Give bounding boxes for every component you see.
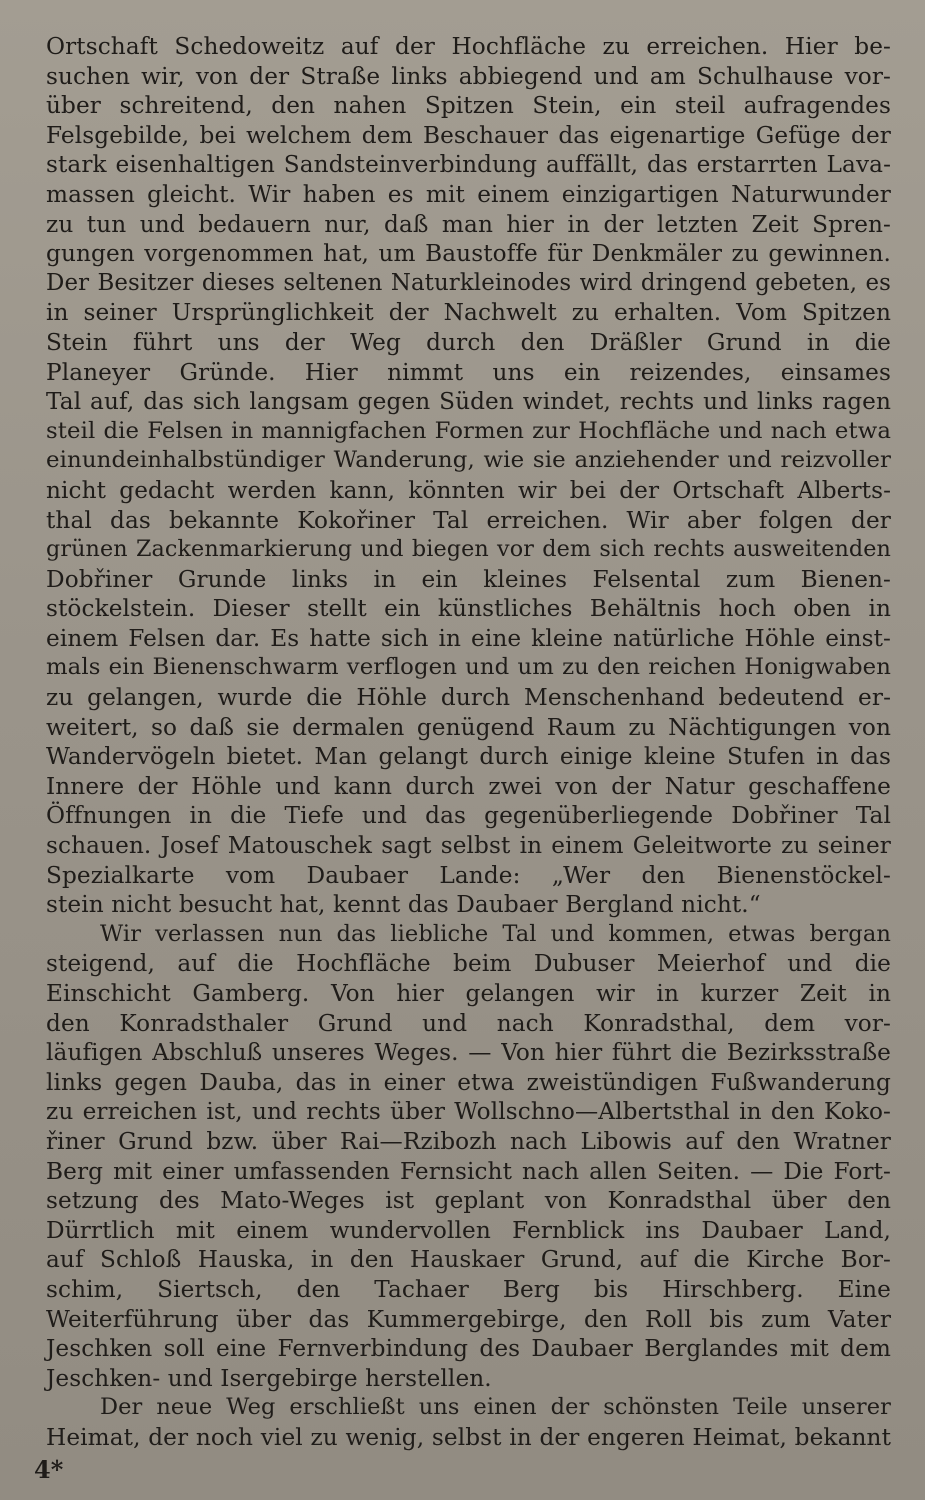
text-line: Der Besitzer dieses seltenen Naturkleinodes wird dringend gebeten, es bbox=[46, 269, 891, 296]
text-line: schauen. Josef Matouschek sagt selbst in einem Geleitworte zu seiner bbox=[46, 832, 891, 860]
text-line: Jeschken soll eine Fernverbindung des Daubaer Berglandes mit dem bbox=[46, 1335, 891, 1363]
text-line: Planeyer Gründe. Hier nimmt uns ein reizendes, einsames bbox=[46, 358, 891, 386]
text-line: stöckelstein. Dieser stellt ein künstliches Behältnis hoch oben in bbox=[46, 595, 891, 623]
text-line: Dobřiner Grunde links in ein kleines Felsental zum Bienen- bbox=[46, 565, 891, 593]
paragraph-2 bbox=[46, 920, 891, 1394]
text-line: Wandervögeln bietet. Man gelangt durch einige kleine Stufen in das bbox=[46, 743, 891, 771]
text-line: schim, Siertsch, den Tachaer Berg bis Hirschberg. Eine bbox=[46, 1275, 891, 1303]
text-line: einem Felsen dar. Es hatte sich in eine kleine natürliche Höhle einst- bbox=[46, 624, 891, 652]
text-line: links gegen Dauba, das in einer etwa zweistündigen Fußwanderung bbox=[46, 1068, 891, 1096]
text-line: den Konradsthaler Grund und nach Konradsthal, dem vor- bbox=[46, 1009, 891, 1037]
signature-mark: 4* bbox=[34, 1455, 64, 1484]
text-line: gungen vorgenommen hat, um Baustoffe für Denkmäler zu gewinnen. bbox=[46, 240, 891, 268]
text-line: setzung des Mato-Weges ist geplant von Konradsthal über den bbox=[46, 1187, 891, 1215]
text-line: nicht gedacht werden kann, könnten wir bei der Ortschaft Alberts- bbox=[46, 476, 891, 504]
text-line: massen gleicht. Wir haben es mit einem einzigartigen Naturwunder bbox=[46, 180, 891, 208]
text-line: grünen Zackenmarkierung und biegen vor dem sich rechts ausweitenden bbox=[46, 536, 891, 563]
text-line: Berg mit einer umfassenden Fernsicht nach allen Seiten. — Die Fort- bbox=[46, 1157, 891, 1185]
text-line: weitert, so daß sie dermalen genügend Raum zu Nächtigungen von bbox=[46, 713, 891, 741]
text-line: Innere der Höhle und kann durch zwei von der Natur geschaffene bbox=[46, 772, 891, 800]
text-line: Wir verlassen nun das liebliche Tal und kommen, etwas bergan bbox=[100, 920, 891, 947]
text-line: zu gelangen, wurde die Höhle durch Menschenhand bedeutend er- bbox=[46, 684, 891, 712]
page-text bbox=[46, 32, 891, 1453]
text-line: steil die Felsen in mannigfachen Formen zur Hochfläche und nach etwa bbox=[46, 417, 891, 444]
text-line: Tal auf, das sich langsam gegen Süden windet, rechts und links ragen bbox=[46, 388, 891, 416]
text-line: Heimat, der noch viel zu wenig, selbst in der engeren Heimat, bekannt bbox=[46, 1423, 891, 1451]
text-line: einundeinhalbstündiger Wanderung, wie sie anziehender und reizvoller bbox=[46, 447, 891, 474]
text-line: Spezialkarte vom Daubaer Lande: „Wer den Bienenstöckel- bbox=[46, 861, 891, 889]
text-line: mals ein Bienenschwarm verflogen und um zu den reichen Honigwaben bbox=[46, 654, 891, 681]
text-line: Ortschaft Schedoweitz auf der Hochfläche zu erreichen. Hier be- bbox=[46, 33, 891, 60]
text-line: suchen wir, von der Straße links abbiegend und am Schulhause vor- bbox=[46, 62, 891, 90]
text-line: in seiner Ursprünglichkeit der Nachwelt zu erhalten. Vom Spitzen bbox=[46, 299, 891, 327]
text-line: Der neue Weg erschließt uns einen der schönsten Teile unserer bbox=[100, 1394, 891, 1421]
text-line: stein nicht besucht hat, kennt das Daubaer Bergland nicht.“ bbox=[46, 891, 761, 919]
text-line: Felsgebilde, bei welchem dem Beschauer das eigenartige Gefüge der bbox=[46, 121, 891, 149]
text-line: Einschicht Gamberg. Von hier gelangen wir in kurzer Zeit in bbox=[46, 980, 891, 1007]
paragraph-3 bbox=[46, 1393, 891, 1452]
text-line: Stein führt uns der Weg durch den Dräßler Grund in die bbox=[46, 328, 891, 356]
text-line: über schreitend, den nahen Spitzen Stein, ein steil aufragendes bbox=[46, 92, 891, 120]
text-line: Jeschken- und Isergebirge herstellen. bbox=[46, 1364, 492, 1392]
text-line: stark eisenhaltigen Sandsteinverbindung auffällt, das erstarrten Lava- bbox=[46, 151, 891, 179]
text-line: Weiterführung über das Kummergebirge, den Roll bis zum Vater bbox=[46, 1305, 891, 1333]
text-line: zu erreichen ist, und rechts über Wollschno—Albertsthal in den Koko- bbox=[46, 1098, 891, 1126]
text-line: auf Schloß Hauska, in den Hauskaer Grund, auf die Kirche Bor- bbox=[46, 1246, 891, 1274]
text-line: steigend, auf die Hochfläche beim Dubuser Meierhof und die bbox=[46, 950, 891, 978]
paragraph-1 bbox=[46, 32, 891, 920]
text-line: zu tun und bedauern nur, daß man hier in der letzten Zeit Spren- bbox=[46, 210, 891, 238]
text-line: läufigen Abschluß unseres Weges. — Von hier führt die Bezirksstraße bbox=[46, 1039, 891, 1067]
text-line: Dürrtlich mit einem wundervollen Fernblick ins Daubaer Land, bbox=[46, 1216, 891, 1244]
text-line: řiner Grund bzw. über Rai—Rzibozh nach Libowis auf den Wratner bbox=[46, 1127, 891, 1155]
text-line: Öffnungen in die Tiefe und das gegenüberliegende Dobřiner Tal bbox=[46, 802, 891, 830]
text-line: thal das bekannte Kokořiner Tal erreichen. Wir aber folgen der bbox=[46, 506, 891, 534]
